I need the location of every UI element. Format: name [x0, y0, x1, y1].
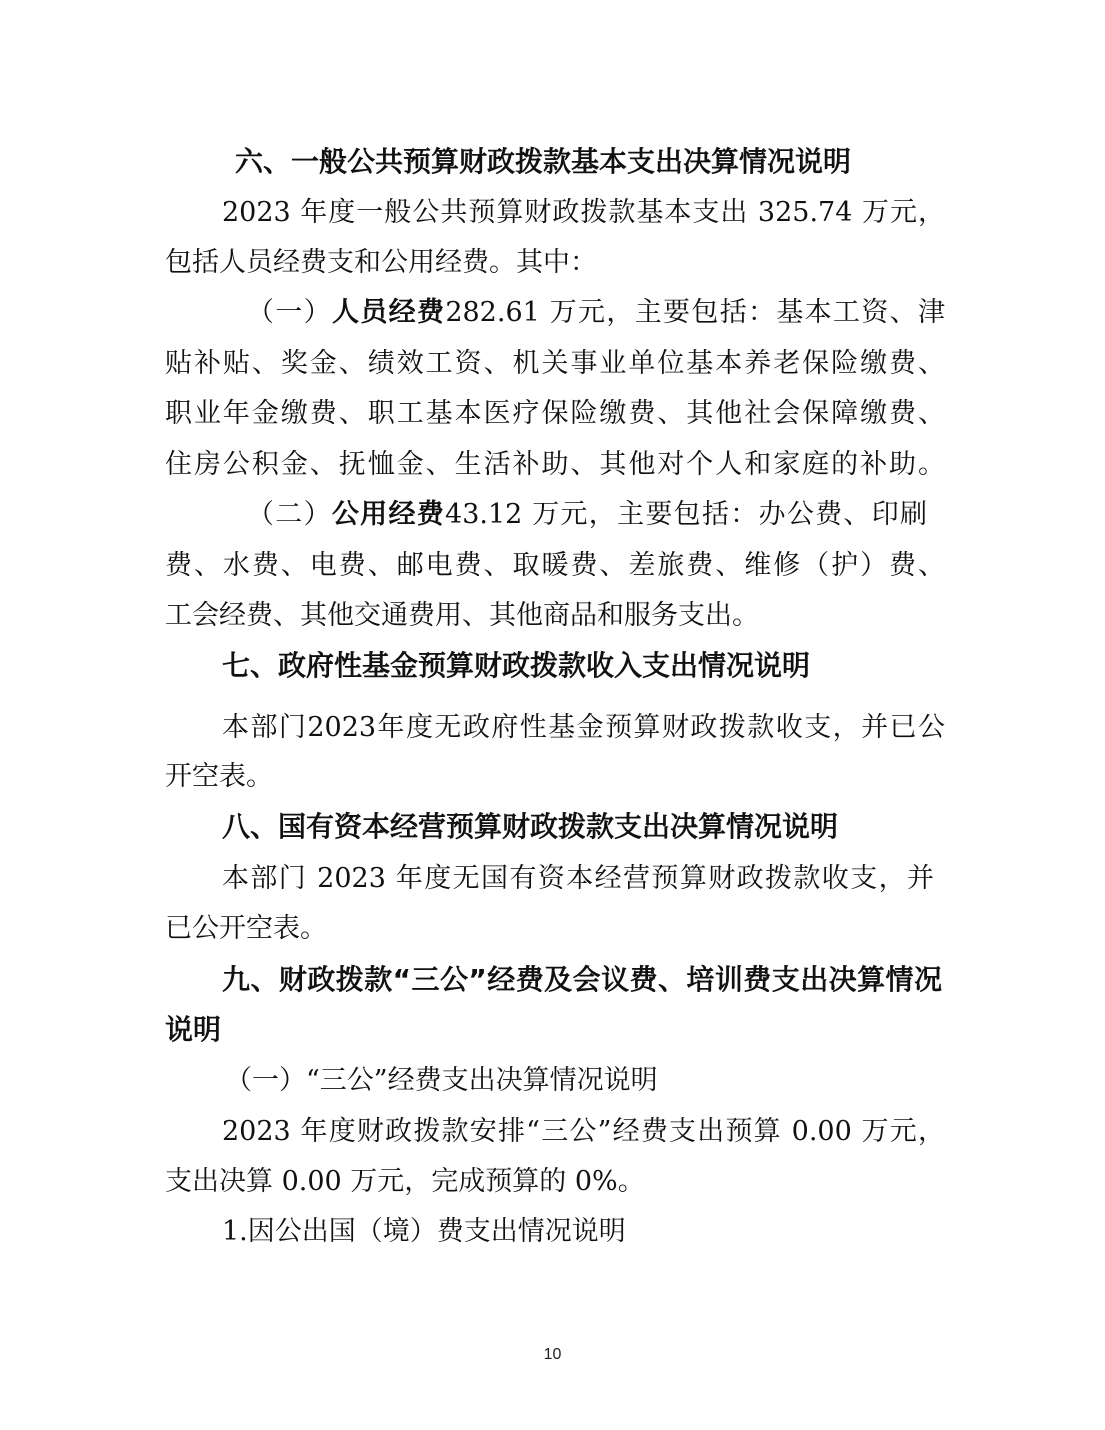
section-8-heading: 八、国有资本经营预算财政拨款支出决算情况说明	[222, 810, 839, 843]
page-number: 10	[543, 1346, 562, 1363]
public-expense-label: 公用经费	[331, 499, 446, 530]
item-number: （一）	[247, 297, 332, 328]
personnel-expense-line: 职业年金缴费、职工基本医疗保险缴费、其他社会保障缴费、	[165, 398, 945, 429]
section-6-paragraph-line: 2023 年度一般公共预算财政拨款基本支出 325.74 万元，	[222, 197, 945, 228]
personnel-expense-line	[247, 296, 945, 330]
section-9-heading: 九、财政拨款“三公”经费及会议费、培训费支出决算情况	[222, 963, 942, 996]
section-7-heading: 七、政府性基金预算财政拨款收入支出情况说明	[222, 649, 811, 682]
section-9-subheading: （一）“三公”经费支出决算情况说明	[225, 1065, 658, 1096]
section-9-item-heading: 1.因公出国（境）费支出情况说明	[222, 1216, 626, 1247]
item-number: （二）	[247, 499, 332, 530]
personnel-expense-label: 人员经费	[332, 297, 446, 328]
section-8-paragraph-line: 已公开空表。	[165, 913, 327, 944]
personnel-expense-line: 住房公积金、抚恤金、生活补助、其他对个人和家庭的补助。	[165, 449, 945, 480]
section-9-paragraph-line: 支出决算 0.00 万元，完成预算的 0%。	[165, 1166, 645, 1197]
public-expense-line: 工会经费、其他交通费用、其他商品和服务支出。	[165, 600, 759, 631]
public-expense-line: 费、水费、电费、邮电费、取暖费、差旅费、维修（护）费、	[165, 550, 945, 581]
section-7-paragraph-line: 开空表。	[165, 761, 273, 792]
personnel-expense-text: 282.61 万元，主要包括：基本工资、津	[445, 297, 945, 328]
public-expense-line	[247, 498, 927, 532]
section-8-paragraph-line: 本部门 2023 年度无国有资本经营预算财政拨款收支，并	[222, 863, 934, 894]
section-6-heading: 六、一般公共预算财政拨款基本支出决算情况说明	[235, 145, 852, 178]
public-expense-text: 43.12 万元，主要包括：办公费、印刷	[445, 499, 927, 530]
section-7-paragraph-line: 本部门2023年度无政府性基金预算财政拨款收支，并已公	[222, 712, 945, 743]
section-6-paragraph-line: 包括人员经费支和公用经费。其中：	[165, 247, 597, 278]
personnel-expense-line: 贴补贴、奖金、绩效工资、机关事业单位基本养老保险缴费、	[165, 348, 945, 379]
section-9-heading-continued: 说明	[165, 1013, 222, 1046]
section-9-paragraph-line: 2023 年度财政拨款安排“三公”经费支出预算 0.00 万元，	[222, 1116, 945, 1147]
